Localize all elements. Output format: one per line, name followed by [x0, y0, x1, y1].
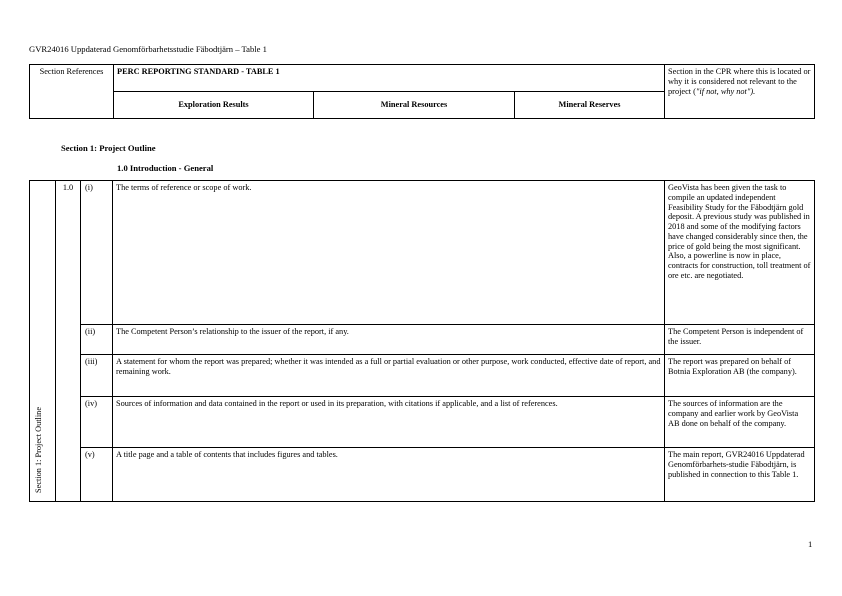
row-id: (iii) — [81, 355, 113, 397]
section-vertical-label: Section 1: Project Outline — [34, 407, 43, 493]
exploration-results-header: Exploration Results — [114, 92, 314, 119]
section-table — [29, 180, 815, 502]
response-text: The report was prepared on behalf of Botnia Exploration AB (the company). — [665, 355, 815, 397]
requirement-text: The terms of reference or scope of work. — [113, 181, 665, 325]
standard-title: PERC REPORTING STANDARD - TABLE 1 — [114, 65, 665, 92]
table-row — [30, 181, 815, 325]
table-row — [30, 355, 815, 397]
section-heading: Section 1: Project Outline — [61, 143, 156, 153]
requirement-text: The Competent Person’s relationship to the issuer of the report, if any. — [113, 325, 665, 355]
item-number: 1.0 — [56, 181, 81, 502]
section-references-header: Section References — [30, 65, 114, 119]
response-text: GeoVista has been given the task to compile an updated independent Feasibility Study for the Fäbodtjärn gold deposit. A previous study was published in 2018 and some of the modifying factors have changed considerably since then, the price of gold being the most significant. Also, a powerline is now in place, contracts for construction, toll treatment of ore etc. are negotiated. — [665, 181, 815, 325]
cpr-location-header — [665, 65, 815, 119]
cpr-note-italic: "if not, why not"). — [695, 86, 756, 96]
response-text: The Competent Person is independent of the issuer. — [665, 325, 815, 355]
mineral-resources-header: Mineral Resources — [314, 92, 515, 119]
table-row — [30, 325, 815, 355]
section-label-cell — [30, 181, 56, 502]
row-id: (iv) — [81, 397, 113, 448]
document-title: GVR24016 Uppdaterad Genomförbarhetsstudie Fäbodtjärn – Table 1 — [29, 44, 267, 54]
row-id: (v) — [81, 448, 113, 502]
row-id: (ii) — [81, 325, 113, 355]
response-text: The main report, GVR24016 Uppdaterad Genomförbarhets-studie Fäbodtjärn, is published in connection to this Table 1. — [665, 448, 815, 502]
table-row — [30, 397, 815, 448]
subsection-heading: 1.0 Introduction - General — [117, 163, 214, 173]
requirement-text: A statement for whom the report was prepared; whether it was intended as a full or partial evaluation or other purpose, work conducted, effective date of report, and remaining work. — [113, 355, 665, 397]
row-id: (i) — [81, 181, 113, 325]
response-text: The sources of information are the company and earlier work by GeoVista AB done on behalf of the company. — [665, 397, 815, 448]
table-row — [30, 448, 815, 502]
header-table — [29, 64, 815, 119]
page-number: 1 — [808, 539, 813, 549]
requirement-text: A title page and a table of contents that includes figures and tables. — [113, 448, 665, 502]
mineral-reserves-header: Mineral Reserves — [515, 92, 665, 119]
cpr-note-text: Section in the CPR where this is located or why it is considered not relevant to the project ( — [668, 67, 811, 96]
requirement-text: Sources of information and data contained in the report or used in its preparation, with citations if applicable, and a list of references. — [113, 397, 665, 448]
